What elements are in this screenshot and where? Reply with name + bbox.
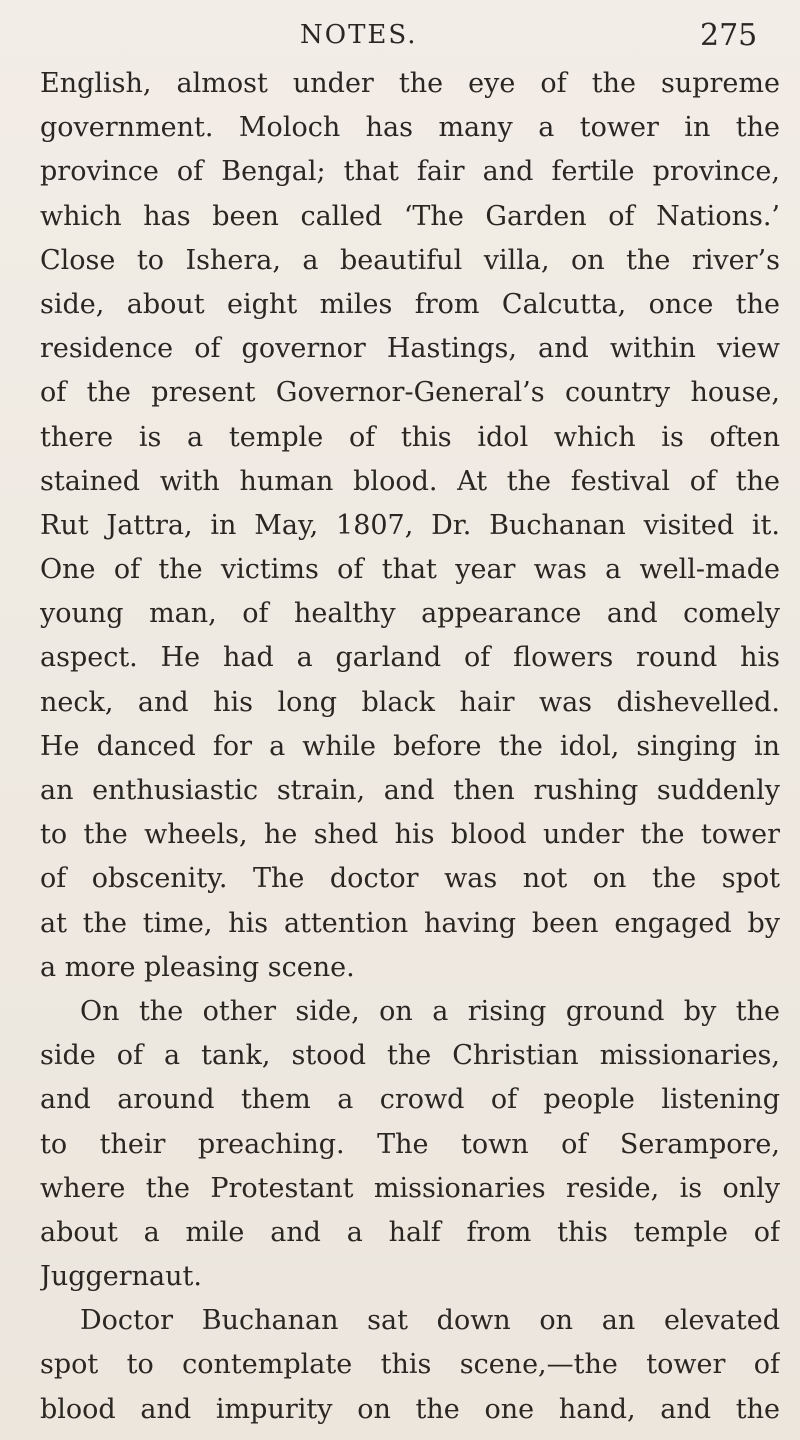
text-line: residence of governor Hastings, and within view [40, 333, 780, 365]
text-line: Close to Ishera, a beautiful villa, on the river’s [40, 244, 780, 276]
page-header [0, 16, 800, 56]
text-line: of obscenity. The doctor was not on the spot [40, 863, 780, 895]
text-line: to the wheels, he shed his blood under the tower [40, 819, 780, 851]
paragraph-start-line: On the other side, on a rising ground by the [80, 995, 780, 1027]
text-line: aspect. He had a garland of flowers round his [40, 642, 780, 674]
text-line: at the time, his attention having been engaged by [40, 907, 780, 939]
running-head: NOTES. [300, 20, 418, 50]
text-line: He danced for a while before the idol, singing in [40, 730, 780, 762]
text-line: young man, of healthy appearance and comely [40, 598, 780, 630]
text-line: to their preaching. The town of Serampore, [40, 1128, 780, 1160]
text-line: English, almost under the eye of the supreme [40, 68, 780, 99]
text-line: of the present Governor-General’s country house, [40, 377, 780, 409]
paragraph-end-line: a more pleasing scene. [40, 951, 355, 983]
paragraph-end-line: Juggernaut. [40, 1261, 202, 1293]
text-line: side, about eight miles from Calcutta, once the [40, 288, 780, 320]
text-line: Rut Jattra, in May, 1807, Dr. Buchanan visited it. [40, 509, 780, 541]
text-line: province of Bengal; that fair and fertile province, [40, 156, 780, 188]
text-line: which has been called ‘The Garden of Nations.’ [40, 200, 780, 232]
text-line: where the Protestant missionaries reside, is only [40, 1172, 780, 1204]
text-line: neck, and his long black hair was dishevelled. [40, 686, 780, 718]
paragraph-start-line: Doctor Buchanan sat down on an elevated [80, 1305, 780, 1337]
text-line: side of a tank, stood the Christian missionaries, [40, 1040, 780, 1072]
body-text [40, 62, 780, 1432]
text-line: government. Moloch has many a tower in the [40, 112, 780, 144]
text-line: about a mile and a half from this temple of [40, 1216, 780, 1248]
text-line: spot to contemplate this scene,—the tower of [40, 1349, 780, 1381]
text-line: and around them a crowd of people listening [40, 1084, 780, 1116]
text-line: blood and impurity on the one hand, and the [40, 1393, 780, 1425]
text-line: an enthusiastic strain, and then rushing suddenly [40, 775, 780, 806]
text-line: One of the victims of that year was a well-made [40, 554, 780, 586]
text-line: stained with human blood. At the festival of the [40, 465, 780, 497]
text-line: there is a temple of this idol which is often [40, 421, 780, 453]
page-number: 275 [700, 18, 758, 53]
